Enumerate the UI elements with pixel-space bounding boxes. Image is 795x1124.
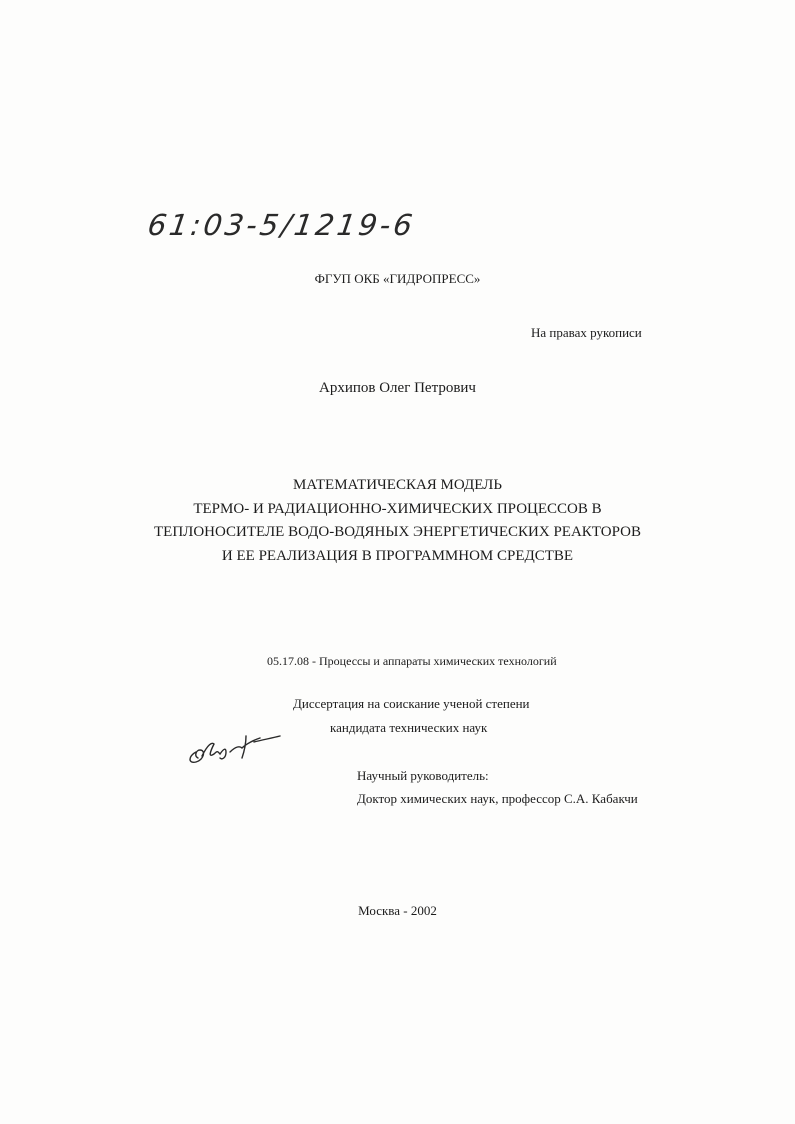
advisor-label: Научный руководитель: xyxy=(357,768,489,783)
handwritten-registry-number: 61:03-5/1219-6 xyxy=(145,208,418,242)
specialty-code: 05.17.08 - Процессы и аппараты химических технологий xyxy=(267,654,557,668)
title-line: МАТЕМАТИЧЕСКАЯ МОДЕЛЬ xyxy=(293,477,502,493)
author-signature xyxy=(184,730,284,770)
title-line: И ЕЕ РЕАЛИЗАЦИЯ В ПРОГРАММНОМ СРЕДСТВЕ xyxy=(221,547,574,564)
advisor-name: Доктор химических наук, профессор С.А. Кабакчи xyxy=(357,791,638,806)
degree-statement: Диссертация на соискание ученой степени xyxy=(293,696,530,711)
organization-name: ФГУП ОКБ «ГИДРОПРЕСС» xyxy=(314,271,481,286)
manuscript-rights-note: На правах рукописи xyxy=(531,325,642,340)
author-name: Архипов Олег Петрович xyxy=(319,380,476,396)
title-line: ТЕРМО- И РАДИАЦИОННО-ХИМИЧЕСКИХ ПРОЦЕССОВ В xyxy=(193,500,602,517)
title-line: ТЕПЛОНОСИТЕЛЕ ВОДО-ВОДЯНЫХ ЭНЕРГЕТИЧЕСКИХ РЕАКТОРОВ xyxy=(154,524,641,540)
degree-name: кандидата технических наук xyxy=(330,720,488,735)
thesis-title xyxy=(0,474,795,568)
city-and-year: Москва - 2002 xyxy=(358,903,437,918)
